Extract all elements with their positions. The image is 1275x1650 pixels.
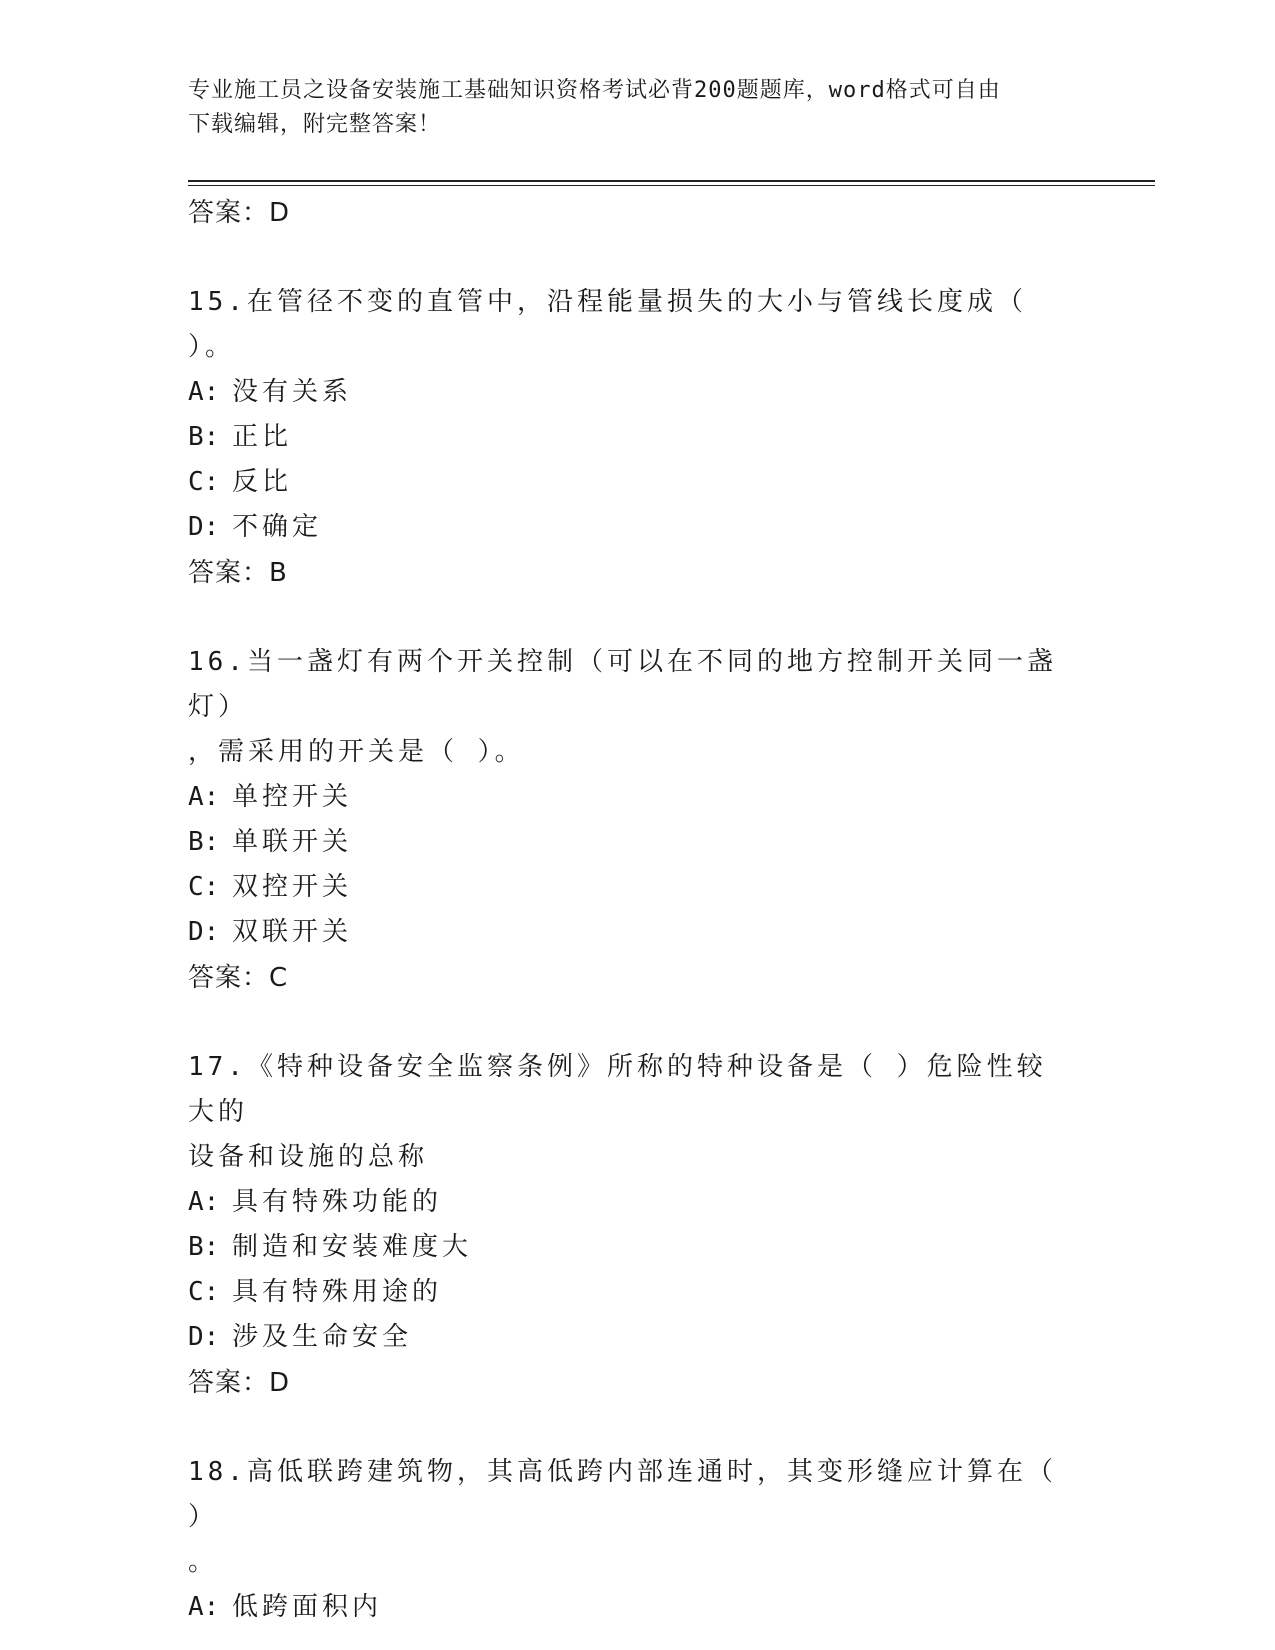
option-text: 正比: [232, 422, 293, 452]
answer-prefix: 答案：: [188, 1368, 270, 1398]
option-label: B:: [188, 1232, 220, 1262]
option-c: [188, 865, 1088, 910]
option-text: 单控开关: [232, 782, 353, 812]
option-label: D:: [188, 1322, 220, 1352]
answer-line: [188, 190, 1088, 236]
option-text: 具有特殊用途的: [232, 1277, 443, 1307]
option-text: 没有关系: [232, 377, 353, 407]
answer-line: [188, 550, 1088, 596]
question-stem: 16.当一盏灯有两个开关控制（可以在不同的地方控制开关同一盏灯）: [188, 647, 1057, 722]
question-stem-continued: 设备和设施的总称: [188, 1142, 429, 1172]
question-17: [188, 1045, 1058, 1180]
answer-value: D: [269, 1368, 291, 1398]
answer-value: D: [269, 198, 291, 228]
question-16: [188, 640, 1058, 775]
option-b: [188, 415, 1088, 460]
option-text: 具有特殊功能的: [232, 1187, 443, 1217]
question-18: [188, 1450, 1058, 1585]
option-label: A:: [188, 1592, 220, 1622]
option-d: [188, 910, 1088, 955]
option-label: C:: [188, 467, 220, 497]
question-15: [188, 280, 1058, 370]
option-text: 低跨面积内: [232, 1592, 383, 1622]
option-text: 不确定: [232, 512, 323, 542]
option-label: D:: [188, 917, 220, 947]
answer-line: [188, 1360, 1088, 1406]
option-text: 单联开关: [232, 827, 353, 857]
question-stem: 15.在管径不变的直管中，沿程能量损失的大小与管线长度成（ ）。: [188, 287, 1027, 362]
spacer: [188, 596, 1088, 640]
answer-prefix: 答案：: [188, 963, 270, 993]
option-label: B:: [188, 827, 220, 857]
header-divider-thick: [188, 180, 1155, 182]
header-line-1: 专业施工员之设备安装施工基础知识资格考试必背200题题库，word格式可自由: [188, 78, 1001, 103]
option-text: 双联开关: [232, 917, 353, 947]
question-stem-continued: ，需采用的开关是（ ）。: [188, 737, 525, 767]
option-label: C:: [188, 1277, 220, 1307]
answer-value: C: [269, 963, 289, 993]
header-line-2: 下载编辑，附完整答案！: [188, 112, 442, 137]
option-c: [188, 460, 1088, 505]
option-text: 制造和安装难度大: [232, 1232, 473, 1262]
option-text: 涉及生命安全: [232, 1322, 413, 1352]
option-c: [188, 1270, 1088, 1315]
answer-value: B: [269, 558, 288, 588]
option-label: A:: [188, 1187, 220, 1217]
question-stem: 17.《特种设备安全监察条例》所称的特种设备是（ ）危险性较大的: [188, 1052, 1047, 1127]
option-d: [188, 1315, 1088, 1360]
option-a: [188, 775, 1088, 820]
spacer: [188, 1001, 1088, 1045]
header-divider-thin: [188, 185, 1155, 186]
spacer: [188, 236, 1088, 280]
option-text: 反比: [232, 467, 293, 497]
question-stem: 18.高低联跨建筑物，其高低跨内部连通时，其变形缝应计算在（ ）: [188, 1457, 1057, 1532]
option-label: C:: [188, 872, 220, 902]
answer-line: [188, 955, 1088, 1001]
option-a: [188, 1180, 1088, 1225]
option-label: A:: [188, 782, 220, 812]
spacer: [188, 1406, 1088, 1450]
option-label: B:: [188, 422, 220, 452]
option-label: D:: [188, 512, 220, 542]
answer-prefix: 答案：: [188, 558, 270, 588]
option-b: [188, 820, 1088, 865]
question-stem-continued: 。: [188, 1547, 219, 1577]
option-text: 双控开关: [232, 872, 353, 902]
question-list: [188, 190, 1088, 1630]
page-header: [188, 74, 1068, 142]
option-label: A:: [188, 377, 220, 407]
option-b: [188, 1225, 1088, 1270]
option-d: [188, 505, 1088, 550]
option-a: [188, 1585, 1088, 1630]
option-a: [188, 370, 1088, 415]
answer-prefix: 答案：: [188, 198, 270, 228]
